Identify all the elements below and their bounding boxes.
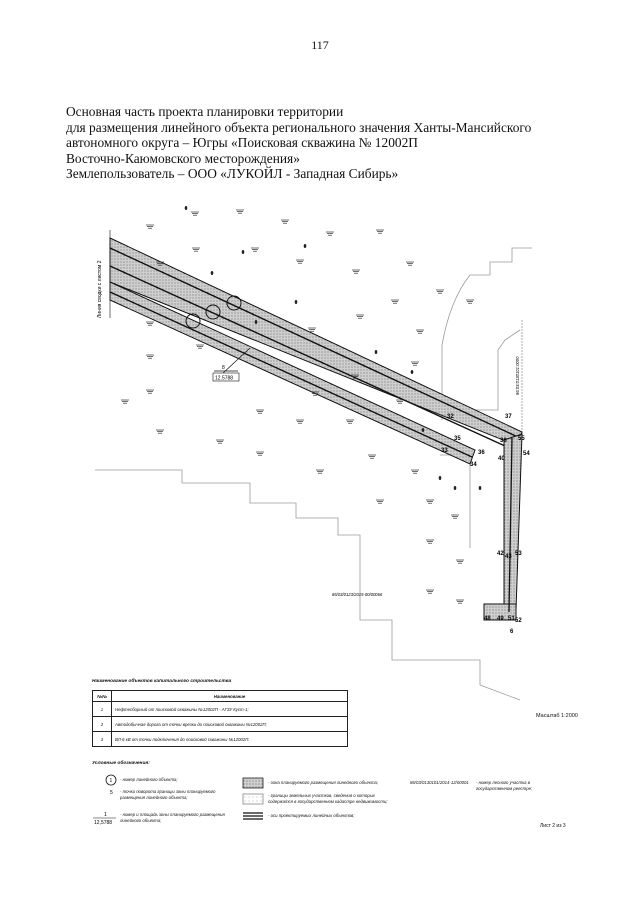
tree-symbol: [375, 350, 378, 354]
legend-circle-num: 1: [109, 778, 113, 784]
legend-lines-text: - оси проектируемых линейных объектов;: [268, 813, 355, 818]
objects-table: [92, 690, 348, 747]
point-label: 35: [454, 436, 461, 442]
map-scale: Масштаб 1:2000: [536, 713, 578, 719]
table-cell-num: 3: [93, 732, 112, 747]
point-label: 55: [518, 436, 525, 442]
legend-area-value: 12,5788: [94, 820, 113, 826]
point-label: 54: [523, 451, 530, 457]
legend-zone-swatch: [243, 778, 263, 788]
tree-symbol: [439, 476, 442, 480]
point-label: 42: [497, 551, 504, 557]
legend-cadastre-text: - номер лесного участка в государственном реестре;: [476, 780, 533, 791]
table-cell-name: ВЛ-6 кВ от точки подключения до поисковой скважины №12002П.: [112, 732, 348, 747]
title-line-5: Землепользователь – ООО «ЛУКОЙЛ - Западная Сибирь»: [66, 166, 399, 181]
tree-symbol: [242, 250, 245, 254]
point-label: 32: [447, 414, 454, 420]
point-label: 36: [478, 450, 485, 456]
page-number: 117: [311, 38, 329, 52]
legend-cadastre-code: 86/03/0130101/2014-12/00001: [410, 780, 469, 785]
point-label: 52: [515, 618, 522, 624]
table-cell-num: 2: [93, 717, 112, 732]
legend-circle-text: - номер линейного объекта;: [120, 777, 178, 782]
table-cell-name: Нефтесборный от поисковой скважины №12002П - АГЗУ Куст-1;: [112, 702, 348, 717]
axis-line-2: [110, 266, 505, 446]
tree-symbol: [454, 486, 457, 490]
legend-parcel-text: - границы земельных участков, сведения о которых содержатся в государственном кадастре недвижимости;: [268, 793, 388, 804]
callout-value: 12.5788: [215, 375, 234, 382]
corridor-zone: [110, 238, 522, 446]
table-row: [93, 702, 348, 717]
table-header-num: №№: [93, 691, 112, 702]
axis-line-3: [110, 292, 472, 457]
point-label: 51: [508, 616, 515, 622]
cadastre-label-right: 86:03:0130101:0000: [515, 356, 520, 395]
legend-parcel-swatch: [243, 794, 263, 804]
title-line-2: для размещения линейного объекта регионального значения Ханты-Мансийского: [66, 119, 532, 135]
point-label: 48: [484, 616, 491, 622]
legend-point-text: - точка поворота границы зоны планируемого размещения линейного объекта;: [120, 789, 216, 800]
point-label: 6: [510, 629, 514, 635]
tree-symbol: [185, 206, 188, 210]
point-label: 38: [500, 438, 507, 444]
table-row: [93, 732, 348, 747]
sheet-number: Лист 2 из 3: [540, 823, 566, 829]
legend-area-text: - номер и площадь зоны планируемого размещения линейного объекта;: [120, 812, 225, 823]
table-cell-name: Автодобычная дорога от точки врезки до поисковой скважины №12002П;: [112, 717, 348, 732]
table-row: [93, 717, 348, 732]
tree-symbol: [411, 370, 414, 374]
point-label: 34: [470, 462, 477, 468]
cadastre-label-center: 86/03/0123/2015-00/00066: [332, 592, 383, 597]
match-line-label: Линия сводки с листом 2: [97, 260, 103, 318]
corridor-zone-branch: [110, 282, 475, 464]
point-label: 40: [498, 456, 505, 462]
point-label: 33: [441, 448, 448, 454]
legend-zone-text: - зона планируемого размещения линейного объекта;: [268, 780, 379, 785]
tree-symbol: [295, 300, 298, 304]
title-line-1: Основная часть проекта планировки территории: [66, 104, 344, 119]
table-cell-num: 1: [93, 702, 112, 717]
legend-title: Условные обозначения:: [92, 761, 150, 766]
tree-symbol: [479, 486, 482, 490]
callout-number: 8: [222, 365, 225, 371]
table-header-row: [93, 691, 348, 702]
point-label: 49: [497, 616, 504, 622]
point-label: 43: [505, 554, 512, 560]
objects-table-caption: Наименование объектов капитального строительства: [92, 679, 232, 684]
corridor-zone-vertical: [504, 434, 522, 612]
axis-line-1: [110, 248, 520, 438]
legend-area-num: 1: [104, 812, 107, 818]
point-label: 37: [505, 414, 512, 420]
table-header-name: Наименование: [112, 691, 348, 702]
legend-point-num: 5: [110, 790, 113, 796]
tree-symbol: [211, 271, 214, 275]
title-line-4: Восточно-Каюмовского месторождения»: [66, 150, 300, 166]
tree-symbol: [304, 244, 307, 248]
title-line-3: автономного округа – Югры «Поисковая скважина № 12002П: [66, 135, 418, 150]
point-label: 53: [515, 551, 522, 557]
tree-symbol: [422, 428, 425, 432]
tree-symbol: [255, 320, 258, 324]
